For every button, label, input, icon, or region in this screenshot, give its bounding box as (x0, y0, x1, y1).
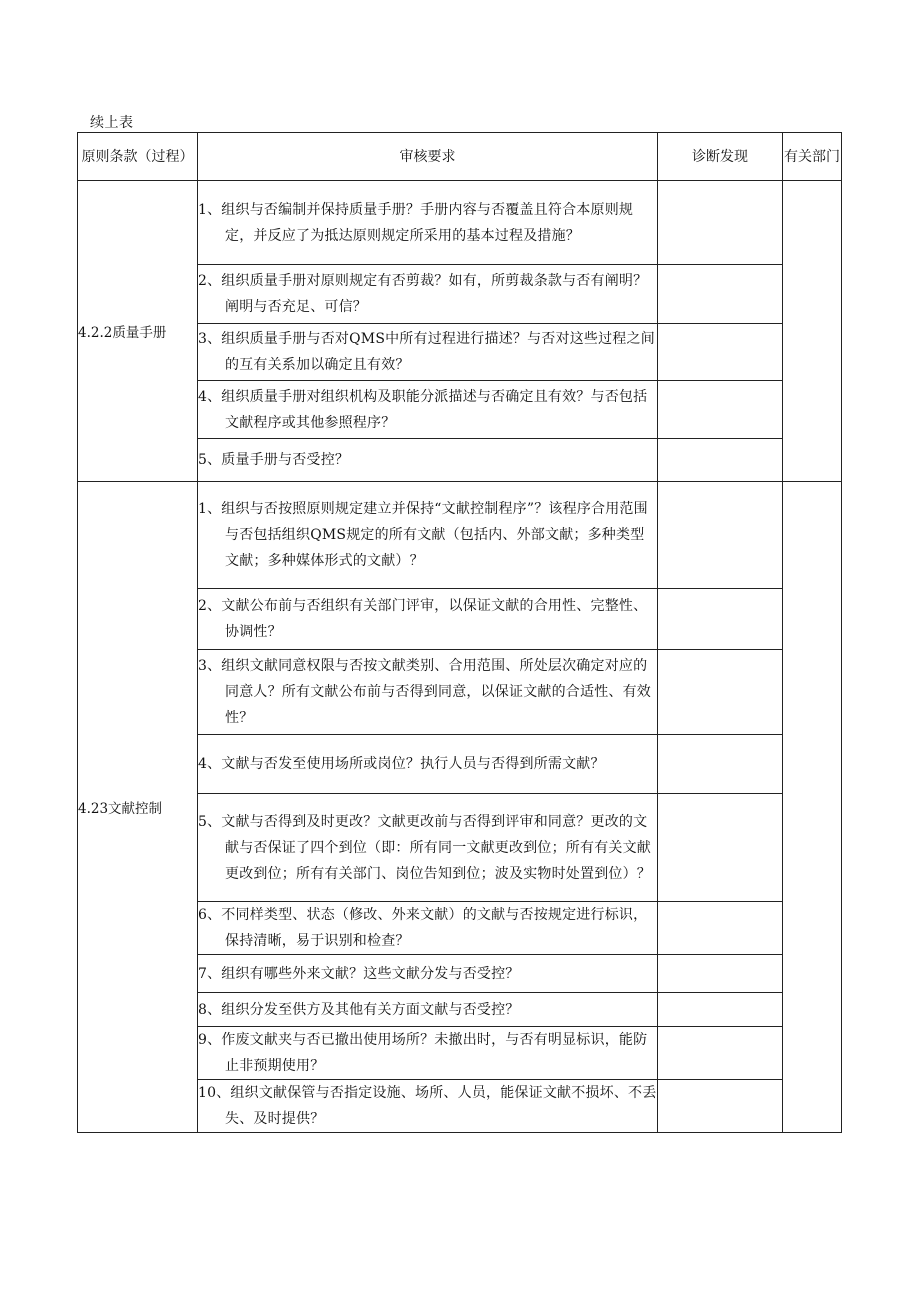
header-row (78, 133, 842, 181)
requirement-text: 4、组织质量手册对组织机构及职能分派描述与否确定且有效？与否包括文献程序或其他参照程序？ (198, 388, 648, 431)
department-cell[interactable] (783, 482, 842, 1133)
requirement-text: 1、组织与否按照原则规定建立并保持“文献控制程序”？该程序合用范围与否包括组织QMS规定的所有文献（包括内、外部文献；多种类型文献；多种媒体形式的文献）？ (198, 501, 648, 569)
table-row (78, 482, 842, 589)
finding-cell[interactable] (658, 955, 783, 993)
requirement-cell (198, 482, 658, 589)
header-clause: 原则条款（过程） (78, 133, 198, 181)
finding-cell[interactable] (658, 650, 783, 735)
requirement-text: 3、组织文献同意权限与否按文献类别、合用范围、所处层次确定对应的同意人？所有文献公布前与否得到同意，以保证文献的合适性、有效性？ (198, 658, 651, 726)
header-finding: 诊断发现 (658, 133, 783, 181)
department-cell[interactable] (783, 181, 842, 482)
finding-cell[interactable] (658, 794, 783, 902)
requirement-text: 7、组织有哪些外来文献？这些文献分发与否受控？ (198, 965, 520, 982)
requirement-cell (198, 324, 658, 381)
finding-cell[interactable] (658, 265, 783, 324)
requirement-cell (198, 589, 658, 650)
finding-cell[interactable] (658, 482, 783, 589)
requirement-cell (198, 955, 658, 993)
requirement-cell (198, 902, 658, 955)
finding-cell[interactable] (658, 902, 783, 955)
requirement-cell (198, 381, 658, 439)
requirement-cell (198, 265, 658, 324)
requirement-text: 6、不同样类型、状态（修改、外来文献）的文献与否按规定进行标识，保持清晰，易于识别和检查？ (198, 907, 648, 949)
requirement-cell (198, 439, 658, 482)
requirement-cell (198, 993, 658, 1027)
requirement-text: 5、质量手册与否受控？ (198, 452, 350, 468)
requirement-cell (198, 1080, 658, 1133)
requirement-cell (198, 1027, 658, 1080)
table-row (78, 181, 842, 265)
requirement-text: 5、文献与否得到及时更改？文献更改前与否得到评审和同意？更改的文献与否保证了四个到位（即：所有同一文献更改到位；所有有关文献更改到位；所有有关部门、岗位告知到位；波及实物时处置到位）？ (198, 813, 651, 882)
requirement-cell (198, 735, 658, 794)
header-requirement: 审核要求 (198, 133, 658, 181)
requirement-text: 10、组织文献保管与否指定设施、场所、人员，能保证文献不损坏、不丢失、及时提供？ (198, 1085, 657, 1127)
requirement-text: 1、组织与否编制并保持质量手册？手册内容与否覆盖且符合本原则规定，并反应了为抵达原则规定所采用的基本过程及措施？ (198, 201, 634, 244)
finding-cell[interactable] (658, 439, 783, 482)
header-department: 有关部门 (783, 133, 842, 181)
requirement-text: 8、组织分发至供方及其他有关方面文献与否受控？ (198, 1001, 520, 1018)
clause-cell: 4.2.2质量手册 (78, 181, 198, 482)
finding-cell[interactable] (658, 381, 783, 439)
finding-cell[interactable] (658, 1080, 783, 1133)
finding-cell[interactable] (658, 1027, 783, 1080)
finding-cell[interactable] (658, 735, 783, 794)
audit-checklist-table (77, 132, 842, 1133)
requirement-cell (198, 650, 658, 735)
finding-cell[interactable] (658, 324, 783, 381)
finding-cell[interactable] (658, 993, 783, 1027)
finding-cell[interactable] (658, 589, 783, 650)
table-caption: 续上表 (90, 115, 134, 131)
requirement-text: 3、组织质量手册与否对QMS中所有过程进行描述？与否对这些过程之间的互有关系加以确定且有效？ (198, 331, 655, 373)
requirement-text: 9、作废文献夹与否已撤出使用场所？未撤出时，与否有明显标识，能防止非预期使用？ (198, 1032, 648, 1074)
requirement-text: 2、组织质量手册对原则规定有否剪裁？如有，所剪裁条款与否有阐明？阐明与否充足、可信？ (198, 273, 648, 315)
requirement-text: 4、文献与否发至使用场所或岗位？执行人员与否得到所需文献？ (198, 756, 605, 772)
clause-cell: 4.23文献控制 (78, 482, 198, 1133)
requirement-cell (198, 181, 658, 265)
finding-cell[interactable] (658, 181, 783, 265)
requirement-cell (198, 794, 658, 902)
requirement-text: 2、文献公布前与否组织有关部门评审，以保证文献的合用性、完整性、协调性？ (198, 598, 648, 640)
